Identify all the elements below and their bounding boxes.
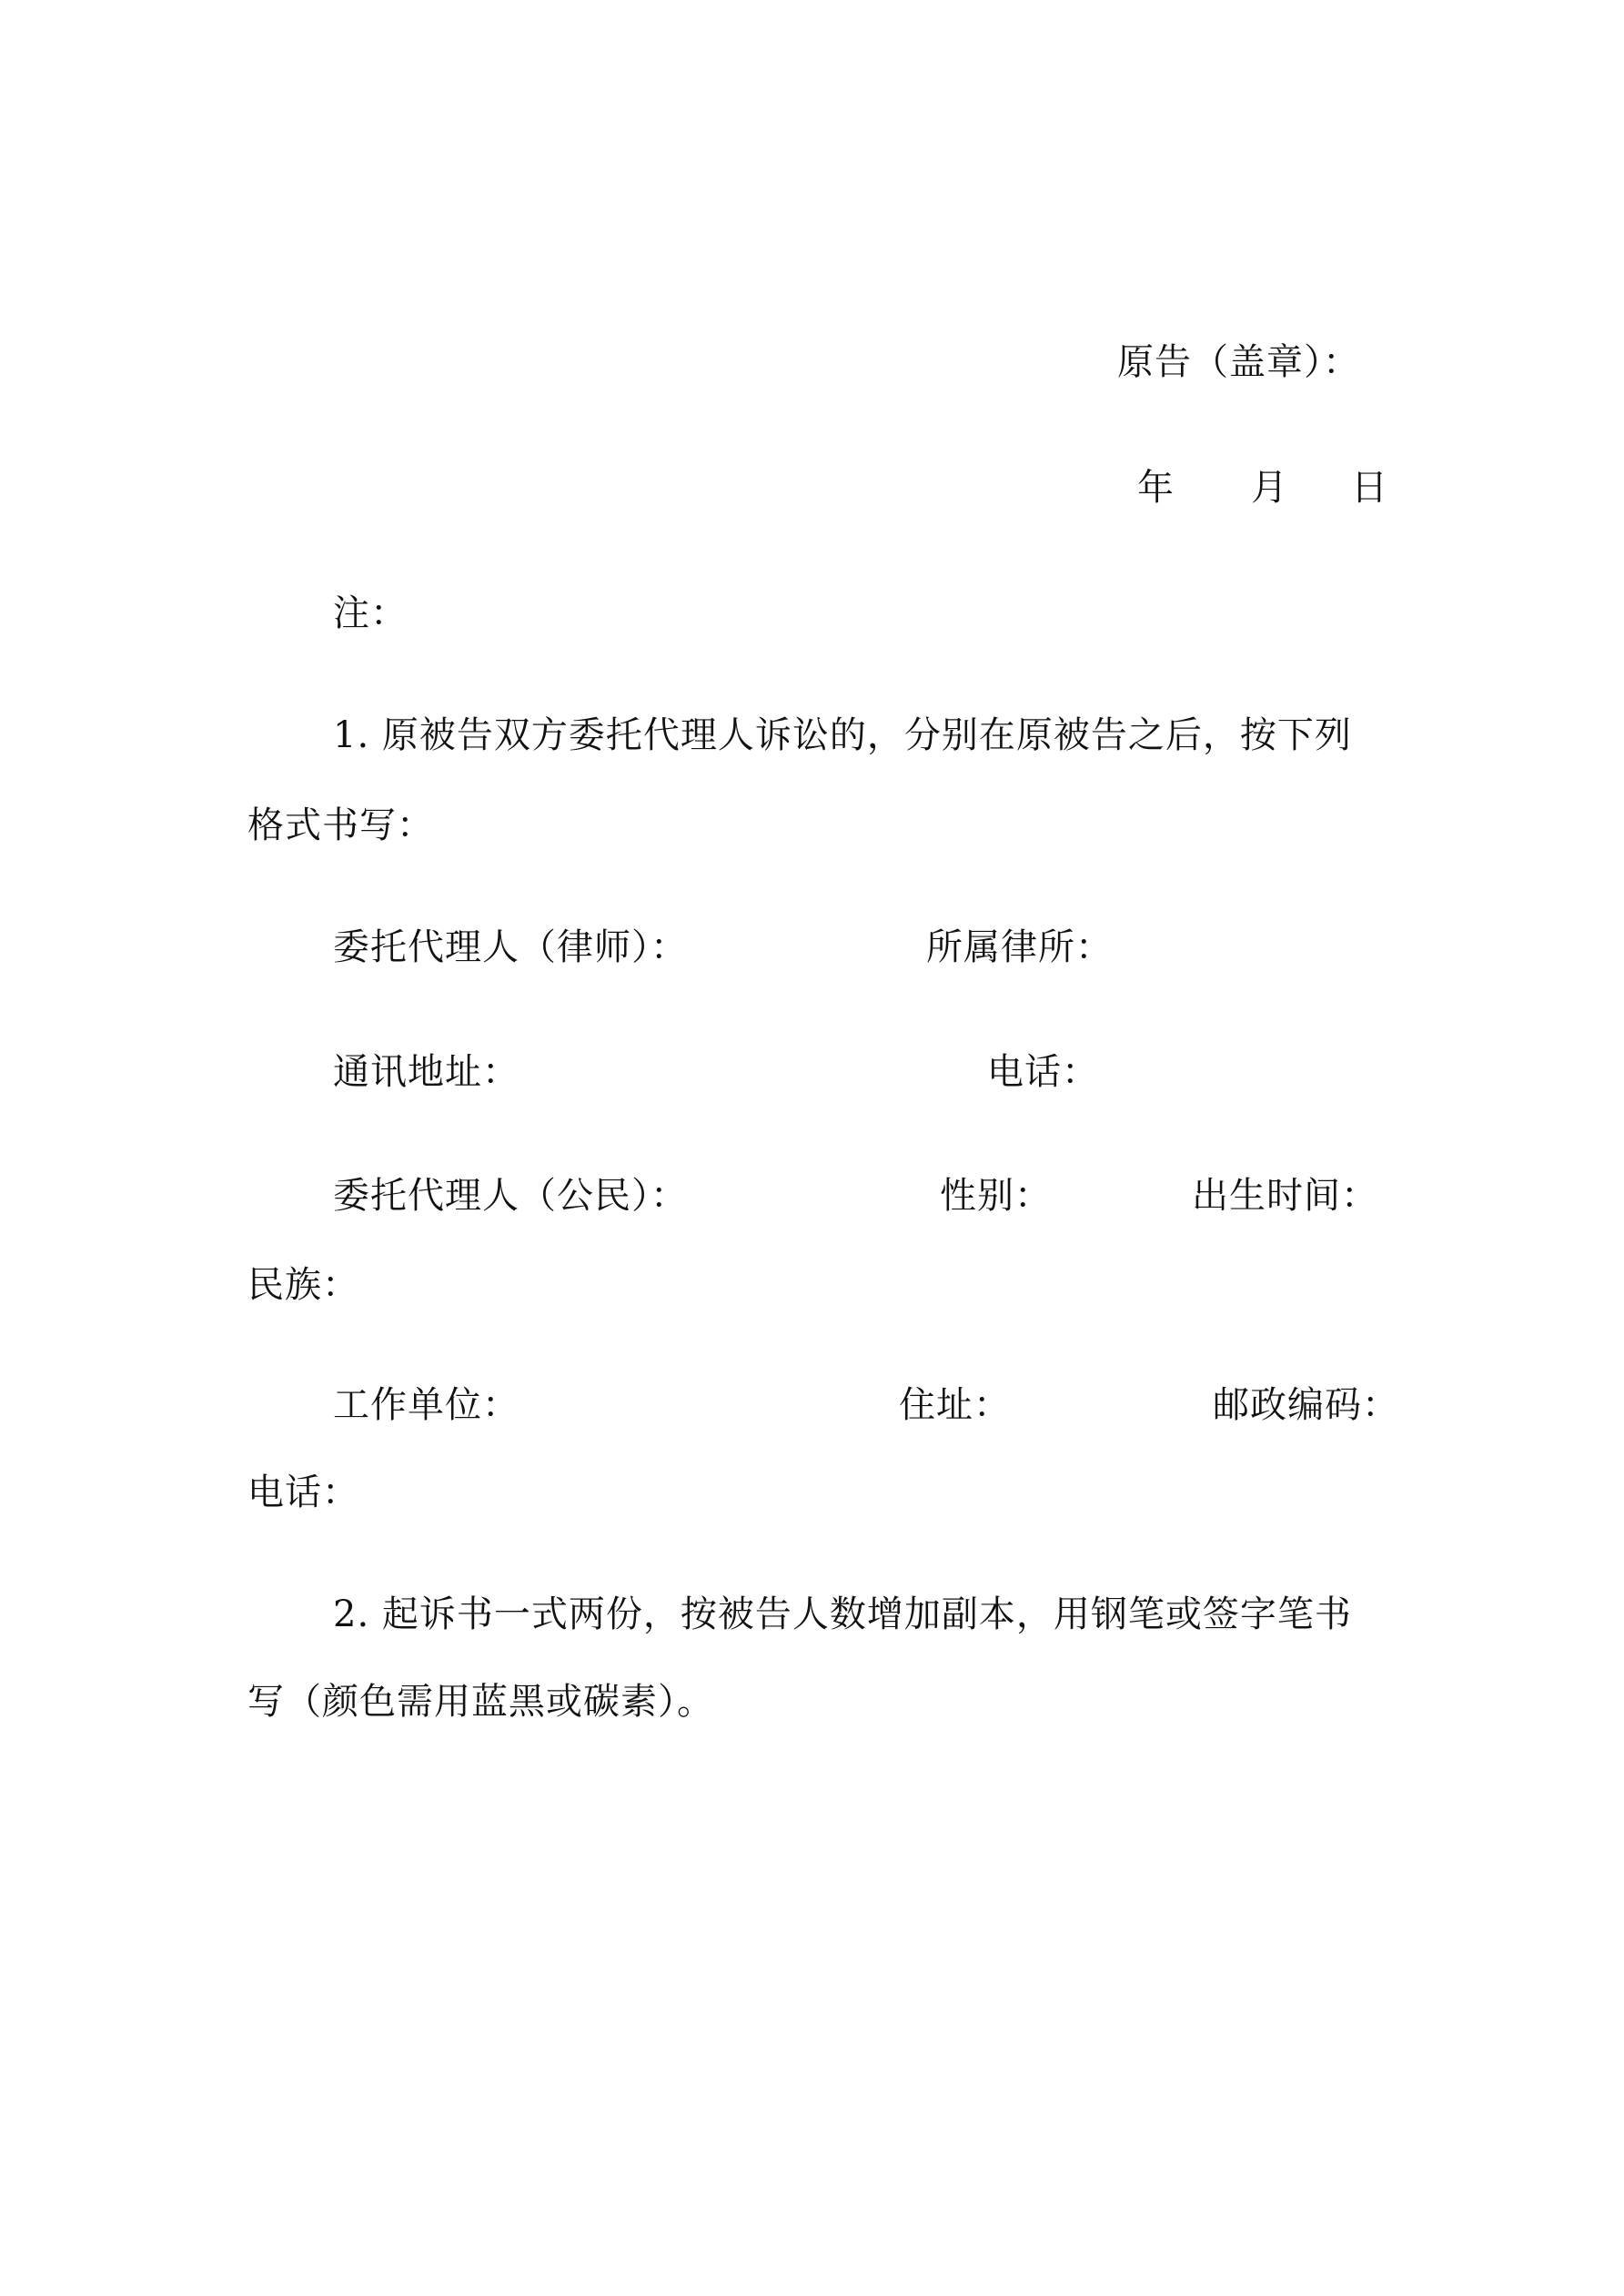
date-day-label: 日 — [1351, 467, 1388, 509]
note-2-line-2: 写（颜色需用蓝黑或碳素）。 — [247, 1681, 714, 1723]
law-firm-label: 所属律所： — [926, 926, 1113, 968]
lawyer-agent-label: 委托代理人（律师）： — [333, 926, 688, 968]
note-1-line-2: 格式书写： — [247, 804, 434, 846]
employer-label: 工作单位： — [333, 1384, 519, 1426]
note-2-line-1: 2. 起诉书一式两份，按被告人数增加副本，用钢笔或签字笔书 — [333, 1593, 1352, 1635]
notes-heading: 注： — [333, 592, 408, 634]
postcode-label: 邮政编码： — [1213, 1384, 1399, 1426]
date-year-label: 年 — [1137, 467, 1175, 509]
ethnicity-label: 民族： — [247, 1264, 359, 1306]
residence-label: 住址： — [899, 1384, 1011, 1426]
date-month-label: 月 — [1251, 467, 1288, 509]
work-phone-label: 电话： — [247, 1472, 359, 1513]
gender-label: 性别： — [940, 1175, 1052, 1217]
birth-time-label: 出生时间： — [1192, 1175, 1378, 1217]
address-label: 通讯地址： — [333, 1051, 519, 1093]
phone-label: 电话： — [987, 1051, 1099, 1093]
citizen-agent-label: 委托代理人（公民）： — [333, 1175, 688, 1217]
note-1-line-1: 1. 原被告双方委托代理人诉讼的，分别在原被告之后，按下列 — [333, 714, 1352, 756]
plaintiff-seal-label: 原告（盖章）： — [1117, 341, 1360, 383]
